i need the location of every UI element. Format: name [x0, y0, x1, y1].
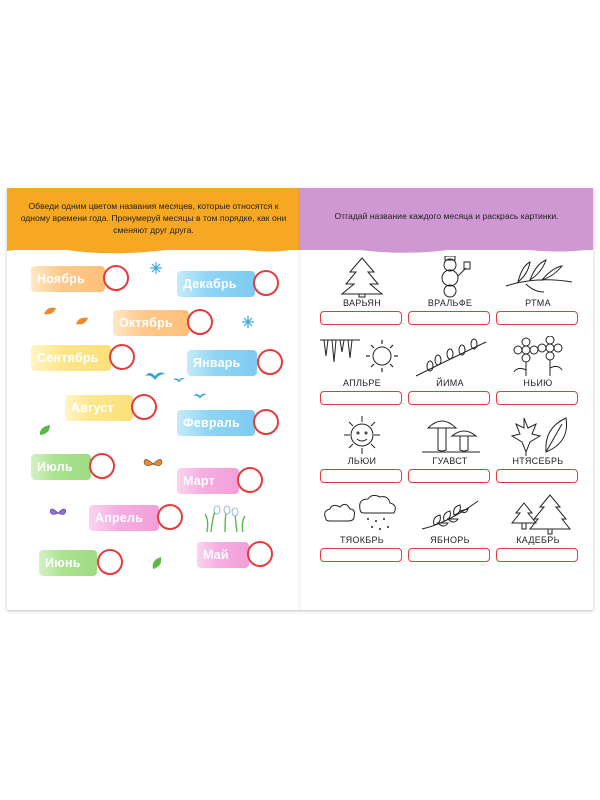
- answer-box[interactable]: [320, 548, 402, 562]
- month-label: Август: [71, 401, 114, 415]
- wheat-icon: [408, 493, 492, 535]
- scrambled-word: НТЯСЕБРЬ: [512, 456, 564, 466]
- month-label: Апрель: [95, 511, 143, 525]
- workbook-spread: [7, 188, 593, 610]
- left-banner: [7, 188, 300, 250]
- right-page: [300, 188, 593, 610]
- scrambled-word: ВАРЬЯН: [342, 298, 381, 308]
- number-circle[interactable]: [131, 394, 157, 420]
- scrambled-word: ВРАЛЬФЕ: [427, 298, 473, 308]
- number-circle[interactable]: [157, 504, 183, 530]
- number-circle[interactable]: [187, 309, 213, 335]
- sun-icon: [320, 414, 404, 456]
- month-label: Июль: [37, 460, 73, 474]
- month-pill-august[interactable]: [65, 395, 114, 421]
- month-label: Май: [203, 548, 229, 562]
- month-pill-may[interactable]: [197, 542, 229, 568]
- left-banner-wave: [7, 242, 300, 256]
- number-circle[interactable]: [257, 349, 283, 375]
- month-pill-june[interactable]: [39, 550, 81, 576]
- month-pill-october[interactable]: [113, 310, 173, 336]
- flowers-icon: [496, 336, 580, 378]
- bird-icon: [173, 376, 185, 384]
- answer-box[interactable]: [320, 391, 402, 405]
- bird-icon: [145, 370, 165, 382]
- autumn-leaves-icon: [496, 414, 580, 456]
- left-instruction: Обведи одним цветом названия месяцев, которые относятся к одному времени года. Пронумеруй месяцы в том порядке, как они сменяют друг друга.: [20, 201, 287, 235]
- right-banner-wave: [300, 242, 593, 256]
- leaf-icon: [39, 424, 51, 436]
- scrambled-word: ЙИМА: [436, 378, 464, 388]
- number-circle[interactable]: [97, 549, 123, 575]
- month-label: Февраль: [183, 416, 240, 430]
- scrambled-word: ТЯОКБРЬ: [340, 535, 384, 545]
- number-circle[interactable]: [89, 453, 115, 479]
- scrambled-word: АПЛЬРЕ: [343, 378, 381, 388]
- month-pill-july[interactable]: [31, 454, 73, 480]
- leaf-icon: [75, 316, 89, 326]
- rain-cloud-icon: [320, 493, 404, 535]
- answer-box[interactable]: [496, 391, 578, 405]
- leaf-icon: [43, 306, 57, 316]
- left-page: [7, 188, 300, 610]
- butterfly-icon: [49, 506, 67, 520]
- month-pill-december[interactable]: [177, 271, 237, 297]
- month-label: Март: [183, 474, 215, 488]
- answer-box[interactable]: [408, 548, 490, 562]
- month-pill-november[interactable]: [31, 266, 85, 292]
- leaf-icon: [151, 556, 163, 570]
- right-instruction: Отгадай название каждого месяца и раскрась картинки.: [334, 211, 559, 221]
- month-label: Июнь: [45, 556, 81, 570]
- answer-box[interactable]: [320, 469, 402, 483]
- scrambled-word: РТМА: [525, 298, 551, 308]
- month-pill-february[interactable]: [177, 410, 240, 436]
- answer-box[interactable]: [408, 311, 490, 325]
- number-circle[interactable]: [253, 270, 279, 296]
- right-banner: [300, 188, 593, 250]
- butterfly-icon: [143, 456, 163, 472]
- snowman-icon: [408, 256, 492, 298]
- month-pill-september[interactable]: [31, 345, 99, 371]
- icicles-sun-icon: [320, 336, 404, 378]
- answer-box[interactable]: [496, 469, 578, 483]
- number-circle[interactable]: [247, 541, 273, 567]
- snowy-trees-icon: [496, 493, 580, 535]
- number-circle[interactable]: [253, 409, 279, 435]
- answer-box[interactable]: [408, 391, 490, 405]
- number-circle[interactable]: [103, 265, 129, 291]
- number-circle[interactable]: [109, 344, 135, 370]
- scrambled-word: ЛЬЮИ: [347, 456, 377, 466]
- month-pill-march[interactable]: [177, 468, 215, 494]
- snowflake-icon: [242, 316, 254, 328]
- scrambled-word: ГУАВСТ: [432, 456, 468, 466]
- month-pill-january[interactable]: [187, 350, 241, 376]
- willow-branch-icon: [496, 256, 580, 298]
- scrambled-word: НЬИЮ: [523, 378, 553, 388]
- fir-tree-icon: [320, 256, 404, 298]
- scrambled-word: ЯБНОРЬ: [430, 535, 470, 545]
- catkin-branch-icon: [408, 336, 492, 378]
- month-label: Сентябрь: [37, 351, 99, 365]
- month-pill-april[interactable]: [89, 505, 143, 531]
- scrambled-word: КАДЕБРЬ: [516, 535, 560, 545]
- mushrooms-icon: [408, 414, 492, 456]
- snowdrop-icon: [203, 500, 247, 532]
- month-label: Октябрь: [119, 316, 173, 330]
- month-label: Январь: [193, 356, 241, 370]
- number-circle[interactable]: [237, 467, 263, 493]
- answer-box[interactable]: [408, 469, 490, 483]
- month-label: Ноябрь: [37, 272, 86, 286]
- answer-box[interactable]: [496, 311, 578, 325]
- month-label: Декабрь: [183, 277, 237, 291]
- snowflake-icon: [150, 262, 162, 274]
- answer-box[interactable]: [320, 311, 402, 325]
- bird-icon: [193, 392, 207, 400]
- answer-box[interactable]: [496, 548, 578, 562]
